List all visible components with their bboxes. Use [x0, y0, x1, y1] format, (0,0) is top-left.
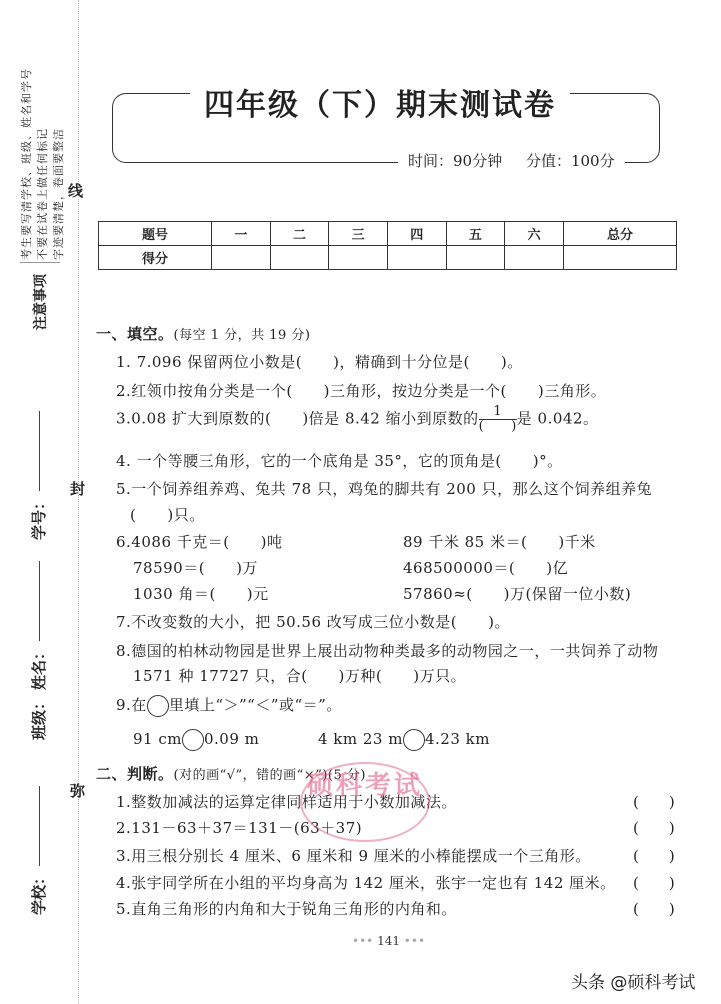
question-9	[116, 694, 342, 717]
watermark-stamp: 硕科考试	[300, 762, 430, 842]
score-cell[interactable]	[387, 246, 446, 270]
question-5-cont: ( )只。	[130, 506, 205, 524]
page-title: 四年级（下）期末测试卷	[190, 80, 570, 124]
question-6d: 468500000＝( )亿	[403, 559, 569, 577]
note-1: 考生要写清学校、班级、姓名和学号	[20, 68, 33, 260]
class-field[interactable]	[28, 695, 49, 740]
section2-title: 二、判断。	[96, 765, 174, 783]
student-id-field[interactable]	[28, 411, 49, 540]
q9-left-1: 91 cm	[133, 730, 182, 748]
q3-denominator: ( )	[478, 419, 517, 434]
dotted-fold-line	[78, 0, 79, 1004]
judge-item-5: 5.直角三角形的内角和大于锐角三角形的内角和。	[116, 900, 457, 918]
page-number: ••• 141 •••	[352, 934, 426, 948]
name-field[interactable]	[28, 561, 49, 690]
judge-answer-1[interactable]: ( )	[633, 793, 675, 811]
score-table-header	[99, 222, 677, 246]
header-cell: 六	[505, 222, 564, 246]
student-id-line	[39, 411, 40, 491]
header-cell: 题号	[99, 222, 212, 246]
judge-item-3: 3.用三根分别长 4 厘米、6 厘米和 9 厘米的小棒能摆成一个三角形。	[116, 847, 591, 865]
q9-text-b: 里填上“＞”“＜”或“＝”。	[168, 696, 342, 714]
judge-answer-2[interactable]: ( )	[633, 819, 675, 837]
page-number-text: 141	[377, 934, 400, 948]
question-2: 2.红领巾按角分类是一个( )三角形，按边分类是一个( )三角形。	[116, 382, 607, 400]
section2-note: (对的画“√”，错的画“×”)(5 分)	[173, 768, 366, 783]
score-row	[99, 246, 677, 270]
score-cell[interactable]	[505, 246, 564, 270]
compare-circle-icon	[147, 695, 169, 717]
q9-right-2: 4.23 km	[424, 730, 490, 748]
question-4: 4. 一个等腰三角形，它的一个底角是 35°，它的顶角是( )°。	[116, 452, 563, 470]
question-6b: 89 千米 85 米＝( )千米	[403, 533, 596, 551]
name-label: 姓名：	[30, 644, 48, 690]
judge-answer-3[interactable]: ( )	[633, 847, 675, 865]
question-3	[116, 405, 599, 434]
seal-mi-char: 弥	[70, 782, 86, 800]
class-label: 班级：	[30, 694, 48, 740]
exam-meta	[398, 150, 625, 171]
question-8: 8.德国的柏林动物园是世界上展出动物种类最多的动物园之一，一共饲养了动物	[116, 642, 659, 660]
student-id-label: 学号：	[30, 494, 48, 540]
q3-text-a: 3.0.08 扩大到原数的( )倍是 8.42 缩小到原数的	[116, 409, 479, 428]
q9-text-a: 9.在	[116, 696, 147, 714]
notes-divider	[20, 262, 60, 263]
source-watermark: 头条 @硕科考试	[571, 973, 696, 993]
header-cell: 二	[270, 222, 329, 246]
header-cell: 三	[329, 222, 388, 246]
school-field[interactable]	[28, 786, 49, 915]
question-7: 7.不改变数的大小，把 50.56 改写成三位小数是( )。	[116, 613, 510, 631]
q3-fraction	[479, 405, 517, 434]
question-6e: 1030 角＝( )元	[133, 585, 269, 603]
score-cell[interactable]	[446, 246, 505, 270]
judge-answer-5[interactable]: ( )	[633, 900, 675, 918]
section1-heading	[96, 323, 311, 344]
section1-note: (每空 1 分，共 19 分)	[173, 328, 311, 343]
school-line	[39, 786, 40, 866]
judge-item-4: 4.张宇同学所在小组的平均身高为 142 厘米，张宇一定也有 142 厘米。	[116, 874, 616, 892]
exam-time: 时间：90分钟	[408, 152, 503, 170]
header-cell: 一	[212, 222, 271, 246]
question-6a: 6.4086 千克＝( )吨	[116, 533, 283, 551]
judge-item-2: 2.131－63＋37＝131－(63＋37)	[116, 819, 363, 837]
compare-circle-input[interactable]	[403, 729, 425, 751]
note-2: 不要在试卷上做任何标记	[36, 128, 49, 260]
judge-item-1: 1.整数加减法的运算定律同样适用于小数加减法。	[116, 793, 457, 811]
exam-score: 分值：100分	[525, 152, 615, 170]
question-9-item-1	[133, 729, 259, 751]
question-5: 5.一个饲养组养鸡、兔共 78 只，鸡兔的脚共有 200 只，那么这个饲养组养兔	[116, 480, 653, 498]
score-cell[interactable]	[563, 246, 676, 270]
note-3: 字迹要清楚，卷面要整洁	[52, 128, 65, 260]
question-9-item-2	[318, 729, 490, 751]
score-cell[interactable]	[270, 246, 329, 270]
question-1: 1. 7.096 保留两位小数是( )，精确到十分位是( )。	[116, 353, 523, 371]
score-cell[interactable]	[212, 246, 271, 270]
header-cell: 四	[387, 222, 446, 246]
question-6c: 78590＝( )万	[133, 559, 258, 577]
question-6f: 57860≈( )万(保留一位小数)	[403, 585, 632, 603]
header-cell: 五	[446, 222, 505, 246]
section1-title: 一、填空。	[96, 325, 174, 343]
score-row-label: 得分	[99, 246, 212, 270]
school-label: 学校：	[30, 869, 48, 915]
seal-line-char: 线	[68, 182, 84, 200]
score-table	[98, 221, 677, 270]
notes-title: 注意事项	[33, 274, 49, 330]
name-line	[39, 561, 40, 641]
q9-left-2: 4 km 23 m	[318, 730, 403, 748]
judge-answer-4[interactable]: ( )	[633, 874, 675, 892]
q9-right-1: 0.09 m	[203, 730, 260, 748]
score-cell[interactable]	[329, 246, 388, 270]
compare-circle-input[interactable]	[182, 729, 204, 751]
question-8-cont: 1571 种 17727 只，合( )万种( )万只。	[133, 667, 467, 685]
header-cell: 总分	[563, 222, 676, 246]
q3-numerator: 1	[479, 405, 517, 420]
q3-text-b: 是 0.042。	[516, 409, 599, 428]
seal-seal-char: 封	[70, 480, 86, 498]
